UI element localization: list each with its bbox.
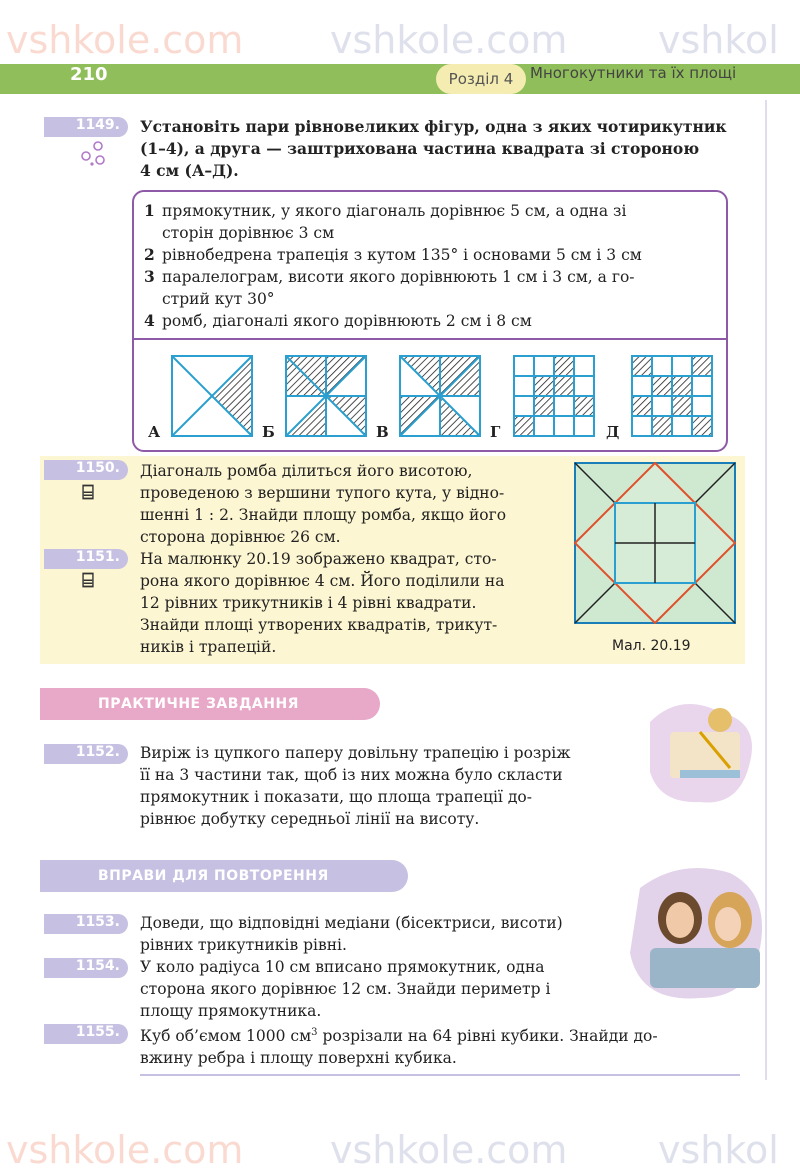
students-image xyxy=(620,858,770,1008)
task-line: сторона якого дорівнює 12 см. Знайди периметр і xyxy=(140,980,551,998)
calculator-icon: ⌸ xyxy=(82,568,94,592)
task-number-1150: 1150. xyxy=(44,460,128,480)
figure-label-a: А xyxy=(148,423,161,441)
task-line: рівнює добутку середньої лінії на висоту. xyxy=(140,810,480,828)
list-num: 1 xyxy=(144,201,155,220)
quadrilateral-list xyxy=(144,200,724,332)
figure-label-v: В xyxy=(376,423,389,441)
task-line: проведеною з вершини тупого кута, у відно- xyxy=(140,484,505,502)
task-1154-text xyxy=(140,956,620,1022)
figure-b xyxy=(286,356,366,436)
figure-20-19 xyxy=(574,462,736,624)
figures-a-d xyxy=(140,348,730,444)
task-1151-text xyxy=(140,548,560,658)
list-num: 4 xyxy=(144,311,155,330)
list-item xyxy=(144,266,724,310)
task-number-1155: 1155. xyxy=(44,1024,128,1044)
figure-g xyxy=(514,356,594,436)
figure-a xyxy=(172,356,252,436)
figure-label-d: Д xyxy=(606,423,620,441)
task-line: вжину ребра і площу поверхні кубика. xyxy=(140,1049,457,1068)
task-1153-text xyxy=(140,912,620,956)
task-line: Виріж із цупкого паперу довільну трапецію і розріж xyxy=(140,744,571,762)
task-1150-text xyxy=(140,460,560,548)
task-line: Знайди площі утворених квадратів, трикут- xyxy=(140,616,498,634)
task-line: сторона дорівнює 26 см. xyxy=(140,528,341,546)
figure-v xyxy=(400,356,480,436)
figure-d xyxy=(632,356,712,436)
student-drawing-image xyxy=(640,692,760,812)
task-text: розрізали на 64 рівні кубики. Знайди до- xyxy=(317,1027,658,1046)
task-line: На малюнку 20.19 зображено квадрат, сто- xyxy=(140,550,497,568)
task-line: рівних трикутників рівні. xyxy=(140,936,347,954)
task-line: її на 3 частини так, щоб із них можна було скласти xyxy=(140,766,563,784)
list-line: прямокутник, у якого діагональ дорівнює 5 см, а одна зі xyxy=(162,202,627,220)
task-number-1152: 1152. xyxy=(44,744,128,764)
superscript: 3 xyxy=(311,1027,318,1038)
calculator-icon: ⌸ xyxy=(82,480,94,504)
task-number-1153: 1153. xyxy=(44,914,128,934)
task-line: Доведи, що відповідні медіани (бісектриси, висоти) xyxy=(140,914,563,932)
task-1149-text xyxy=(140,116,740,182)
task-1155-text xyxy=(140,1022,750,1069)
task-line: шенні 1 : 2. Знайди площу ромба, якщо його xyxy=(140,506,507,524)
watermark: vshkol xyxy=(658,1128,779,1172)
task-text: Куб об’ємом 1000 см xyxy=(140,1027,312,1046)
task-line xyxy=(140,1022,750,1047)
task-number-1149: 1149. xyxy=(44,117,128,137)
list-item xyxy=(144,200,724,244)
task-1149-line: Установіть пари рівновеликих фігур, одна з яких чотирикутник xyxy=(140,117,727,136)
watermark: vshkol xyxy=(658,18,779,62)
bottom-rule xyxy=(140,1074,740,1076)
list-line: сторін дорівнює 3 см xyxy=(162,224,335,242)
chapter-label: Розділ 4 xyxy=(436,64,526,94)
watermark: vshkole.com xyxy=(6,18,244,62)
task-number-1154: 1154. xyxy=(44,958,128,978)
task-1152-text xyxy=(140,742,640,830)
frame-divider xyxy=(134,338,726,340)
task-line: 12 рівних трикутників і 4 рівні квадрати. xyxy=(140,594,477,612)
section-practical: ПРАКТИЧНЕ ЗАВДАННЯ xyxy=(40,688,380,720)
watermark: vshkole.com xyxy=(6,1128,244,1172)
task-line: У коло радіуса 10 см вписано прямокутник, одна xyxy=(140,958,545,976)
list-line: паралелограм, висоти якого дорівнюють 1 см і 3 см, а го- xyxy=(162,268,635,286)
task-line: рона якого дорівнює 4 см. Його поділили на xyxy=(140,572,505,590)
list-item xyxy=(144,310,724,332)
page-number: 210 xyxy=(70,64,108,85)
watermark: vshkole.com xyxy=(330,18,568,62)
task-line: Діагональ ромба ділиться його висотою, xyxy=(140,462,473,480)
task-line: ників і трапецій. xyxy=(140,638,277,656)
list-num: 2 xyxy=(144,245,155,264)
task-1149-line: 4 см (А–Д). xyxy=(140,161,239,180)
group-work-icon xyxy=(78,140,110,168)
chapter-title: Многокутники та їх площі xyxy=(530,64,737,82)
section-review: ВПРАВИ ДЛЯ ПОВТОРЕННЯ xyxy=(40,860,408,892)
list-item xyxy=(144,244,724,266)
task-1149-line: (1–4), а друга — заштрихована частина квадрата зі стороною xyxy=(140,139,700,158)
list-line: ромб, діагоналі якого дорівнюють 2 см і 8 см xyxy=(162,312,532,330)
list-line: рівнобедрена трапеція з кутом 135° і основами 5 см і 3 см xyxy=(162,246,642,264)
list-line: стрий кут 30° xyxy=(162,290,275,308)
task-number-1151: 1151. xyxy=(44,549,128,569)
figure-label-g: Г xyxy=(490,423,501,441)
figure-label-b: Б xyxy=(262,423,275,441)
watermark: vshkole.com xyxy=(330,1128,568,1172)
list-num: 3 xyxy=(144,267,155,286)
task-line: площу прямокутника. xyxy=(140,1002,322,1020)
task-line: прямокутник і показати, що площа трапеції до- xyxy=(140,788,532,806)
figure-caption: Мал. 20.19 xyxy=(612,638,691,654)
